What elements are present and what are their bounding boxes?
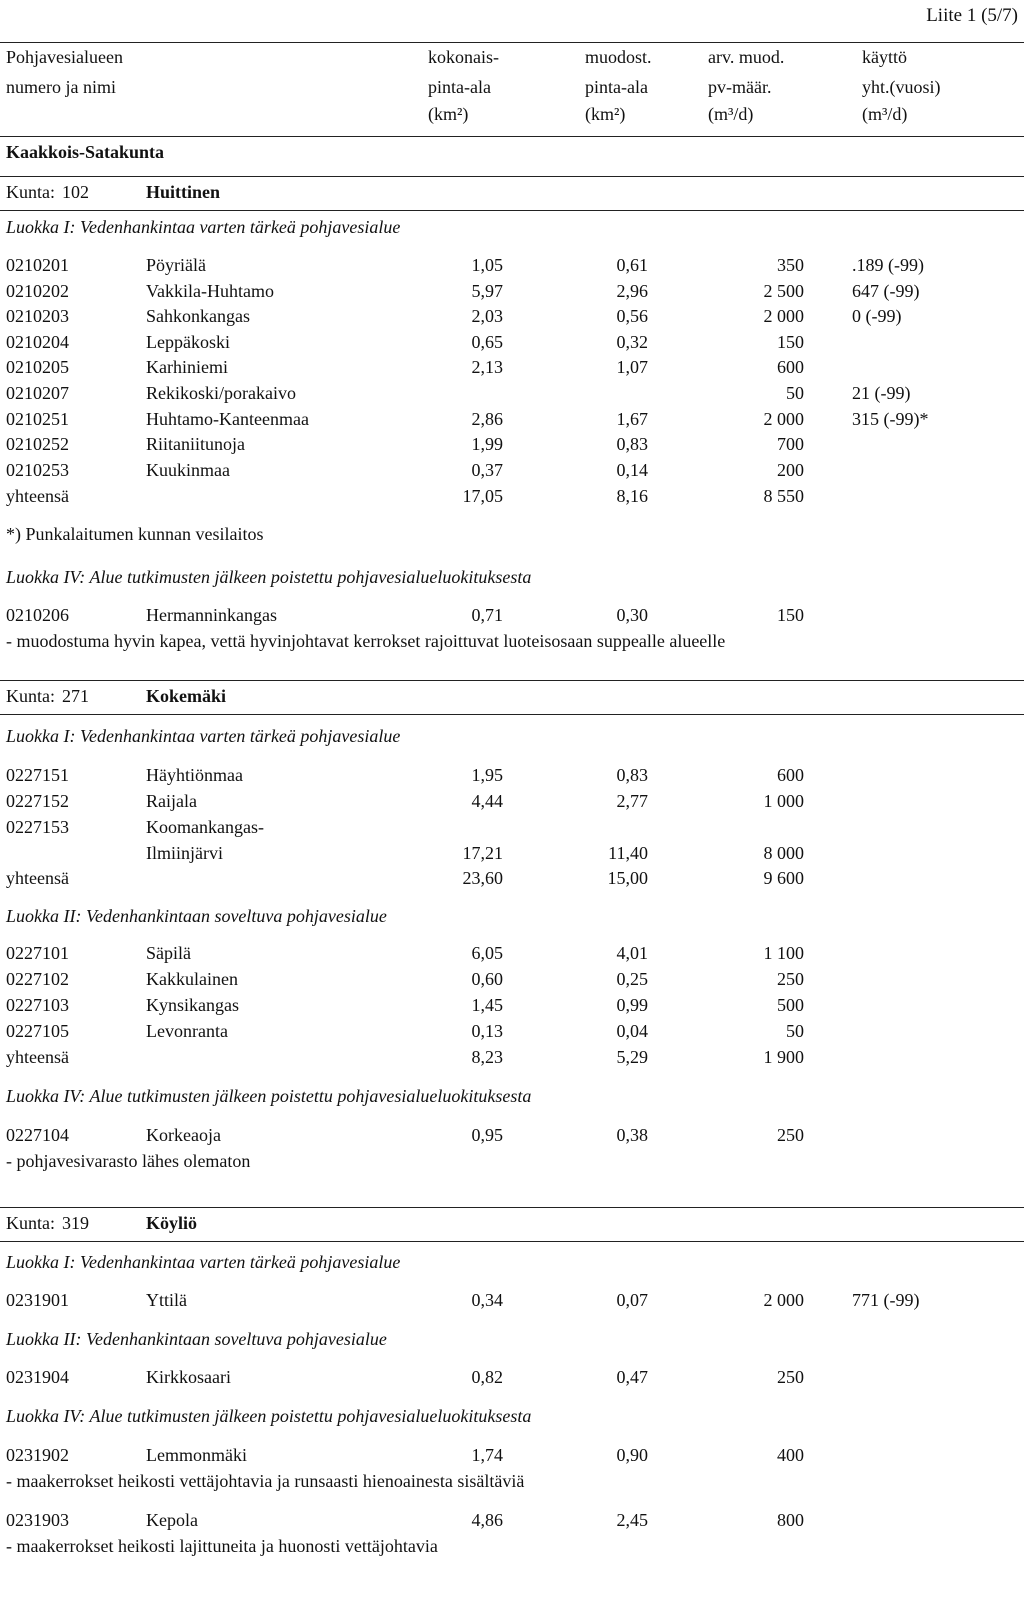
total-area: 1,05 [471,255,503,275]
area-id: yhteensä [6,1047,69,1067]
usage-value: .189 (-99) [852,255,924,275]
kunta-rule [0,210,1024,211]
total-area: 0,65 [471,332,503,352]
area-name: Sahkonkangas [146,306,250,326]
kunta-label: Kunta: [6,1213,55,1233]
area-name: Karhiniemi [146,357,228,377]
yield-estimate: 1 000 [763,791,804,811]
class-heading: Luokka IV: Alue tutkimusten jälkeen poistettu pohjavesialueluokituksesta [6,1086,532,1106]
total-area: 0,82 [471,1367,503,1387]
section-rule [0,680,1024,681]
formation-area: 0,30 [616,605,648,625]
area-id: yhteensä [6,868,69,888]
yield-estimate: 500 [777,995,804,1015]
area-id: 0210253 [6,460,69,480]
yield-estimate: 600 [777,765,804,785]
formation-area: 0,47 [616,1367,648,1387]
col2-header-unit: (km²) [428,104,469,124]
area-id: 0227105 [6,1021,69,1041]
col5-header-line2: yht.(vuosi) [862,77,941,97]
yield-estimate: 250 [777,969,804,989]
col3-header-line1: muodost. [585,47,652,67]
total-area: 0,34 [471,1290,503,1310]
yield-estimate: 250 [777,1367,804,1387]
area-name: Koomankangas- [146,817,264,837]
section-rule [0,176,1024,177]
kunta-rule [0,714,1024,715]
area-id: 0227151 [6,765,69,785]
formation-area: 2,45 [616,1510,648,1530]
formation-area: 5,29 [616,1047,648,1067]
yield-estimate: 9 600 [763,868,804,888]
usage-value: 315 (-99)* [852,409,929,429]
area-name: Riitaniitunoja [146,434,245,454]
col3-header-unit: (km²) [585,104,626,124]
formation-area: 0,90 [616,1445,648,1465]
area-name: Raijala [146,791,197,811]
col3-header-line2: pinta-ala [585,77,648,97]
total-area: 17,21 [462,843,503,863]
formation-area: 0,83 [616,434,648,454]
area-name: Kakkulainen [146,969,238,989]
kunta-label: Kunta: [6,686,55,706]
class-heading: Luokka I: Vedenhankintaa varten tärkeä pohjavesialue [6,726,401,746]
class-heading: Luokka II: Vedenhankintaan soveltuva pohjavesialue [6,1329,387,1349]
total-area: 1,99 [471,434,503,454]
area-name: Leppäkoski [146,332,230,352]
class-heading: Luokka IV: Alue tutkimusten jälkeen poistettu pohjavesialueluokituksesta [6,1406,532,1426]
col5-header-unit: (m³/d) [862,104,908,124]
total-area: 0,37 [471,460,503,480]
area-id: 0227153 [6,817,69,837]
area-name: Kynsikangas [146,995,239,1015]
formation-area: 0,14 [616,460,648,480]
page-label: Liite 1 (5/7) [926,5,1018,26]
area-name: Kirkkosaari [146,1367,231,1387]
formation-area: 11,40 [608,843,648,863]
area-name: Kuukinmaa [146,460,230,480]
total-area: 2,03 [471,306,503,326]
total-area: 0,71 [471,605,503,625]
kunta-code: 102 [62,182,89,202]
area-name: Lemmonmäki [146,1445,247,1465]
area-name: Säpilä [146,943,191,963]
area-name: Yttilä [146,1290,187,1310]
formation-area: 0,61 [616,255,648,275]
yield-estimate: 600 [777,357,804,377]
area-name: Ilmiinjärvi [146,843,223,863]
yield-estimate: 700 [777,434,804,454]
note-text: - maakerrokset heikosti vettäjohtavia ja runsaasti hienoainesta sisältäviä [6,1471,525,1491]
note-text: - muodostuma hyvin kapea, vettä hyvinjohtavat kerrokset rajoittuvat luoteisosaan suppealle alueelle [6,631,726,651]
header-rule [0,42,1024,43]
total-area: 1,74 [471,1445,503,1465]
yield-estimate: 1 900 [763,1047,804,1067]
area-id: 0210207 [6,383,69,403]
col5-header-line1: käyttö [862,47,907,67]
yield-estimate: 400 [777,1445,804,1465]
formation-area: 0,99 [616,995,648,1015]
area-id: 0210204 [6,332,69,352]
kunta-label: Kunta: [6,182,55,202]
yield-estimate: 8 550 [763,486,804,506]
col4-header-unit: (m³/d) [708,104,754,124]
formation-area: 0,38 [616,1125,648,1145]
area-id: 0227104 [6,1125,69,1145]
area-id: 0210203 [6,306,69,326]
total-area: 4,44 [471,791,503,811]
area-name: Hermanninkangas [146,605,277,625]
note-text: *) Punkalaitumen kunnan vesilaitos [6,524,264,544]
formation-area: 2,77 [616,791,648,811]
total-area: 0,95 [471,1125,503,1145]
note-text: - pohjavesivarasto lähes olematon [6,1151,251,1171]
col1-header-line2: numero ja nimi [6,77,116,97]
formation-area: 0,32 [616,332,648,352]
note-text: - maakerrokset heikosti lajittuneita ja huonosti vettäjohtavia [6,1536,438,1556]
area-name: Vakkila-Huhtamo [146,281,274,301]
area-id: 0227102 [6,969,69,989]
col2-header-line2: pinta-ala [428,77,491,97]
area-id: 0210252 [6,434,69,454]
col1-header-line1: Pohjavesialueen [6,47,123,67]
area-id: 0231903 [6,1510,69,1530]
formation-area: 1,07 [616,357,648,377]
area-id: 0227103 [6,995,69,1015]
yield-estimate: 150 [777,605,804,625]
area-id: 0210206 [6,605,69,625]
total-area: 23,60 [462,868,503,888]
kunta-name: Huittinen [146,182,221,202]
formation-area: 0,83 [616,765,648,785]
area-id: yhteensä [6,486,69,506]
col4-header-line1: arv. muod. [708,47,785,67]
total-area: 1,45 [471,995,503,1015]
yield-estimate: 2 500 [763,281,804,301]
usage-value: 771 (-99) [852,1290,920,1310]
total-area: 0,60 [471,969,503,989]
area-id: 0227152 [6,791,69,811]
formation-area: 0,07 [616,1290,648,1310]
total-area: 2,13 [471,357,503,377]
area-id: 0210201 [6,255,69,275]
yield-estimate: 1 100 [763,943,804,963]
total-area: 5,97 [471,281,503,301]
yield-estimate: 800 [777,1510,804,1530]
class-heading: Luokka I: Vedenhankintaa varten tärkeä pohjavesialue [6,1252,401,1272]
formation-area: 8,16 [616,486,648,506]
formation-area: 4,01 [616,943,648,963]
area-id: 0231904 [6,1367,69,1387]
formation-area: 2,96 [616,281,648,301]
area-id: 0210205 [6,357,69,377]
area-name: Levonranta [146,1021,228,1041]
yield-estimate: 2 000 [763,409,804,429]
col4-header-line2: pv-määr. [708,77,772,97]
usage-value: 0 (-99) [852,306,902,326]
kunta-code: 271 [62,686,89,706]
yield-estimate: 350 [777,255,804,275]
usage-value: 647 (-99) [852,281,920,301]
total-area: 4,86 [471,1510,503,1530]
class-heading: Luokka II: Vedenhankintaan soveltuva pohjavesialue [6,906,387,926]
formation-area: 0,56 [616,306,648,326]
formation-area: 0,04 [616,1021,648,1041]
area-id: 0231901 [6,1290,69,1310]
kunta-rule [0,1241,1024,1242]
yield-estimate: 200 [777,460,804,480]
area-id: 0227101 [6,943,69,963]
class-heading: Luokka IV: Alue tutkimusten jälkeen poistettu pohjavesialueluokituksesta [6,567,532,587]
kunta-name: Kokemäki [146,686,227,706]
area-name: Korkeaoja [146,1125,221,1145]
region-title: Kaakkois-Satakunta [6,142,165,162]
area-name: Kepola [146,1510,198,1530]
formation-area: 15,00 [607,868,648,888]
yield-estimate: 150 [777,332,804,352]
usage-value: 21 (-99) [852,383,911,403]
kunta-code: 319 [62,1213,89,1233]
yield-estimate: 8 000 [763,843,804,863]
area-id: 0231902 [6,1445,69,1465]
area-id: 0210202 [6,281,69,301]
class-heading: Luokka I: Vedenhankintaa varten tärkeä pohjavesialue [6,217,401,237]
area-id: 0210251 [6,409,69,429]
total-area: 1,95 [471,765,503,785]
yield-estimate: 2 000 [763,306,804,326]
total-area: 6,05 [471,943,503,963]
area-name: Häyhtiönmaa [146,765,243,785]
section-rule [0,1207,1024,1208]
area-name: Pöyriälä [146,255,206,275]
formation-area: 0,25 [616,969,648,989]
header-bottom-rule [0,136,1024,137]
total-area: 0,13 [471,1021,503,1041]
total-area: 17,05 [462,486,503,506]
total-area: 8,23 [471,1047,503,1067]
yield-estimate: 50 [786,383,804,403]
formation-area: 1,67 [616,409,648,429]
yield-estimate: 2 000 [763,1290,804,1310]
kunta-name: Köyliö [146,1213,198,1233]
col2-header-line1: kokonais- [428,47,499,67]
total-area: 2,86 [471,409,503,429]
yield-estimate: 250 [777,1125,804,1145]
area-name: Huhtamo-Kanteenmaa [146,409,309,429]
area-name: Rekikoski/porakaivo [146,383,296,403]
yield-estimate: 50 [786,1021,804,1041]
